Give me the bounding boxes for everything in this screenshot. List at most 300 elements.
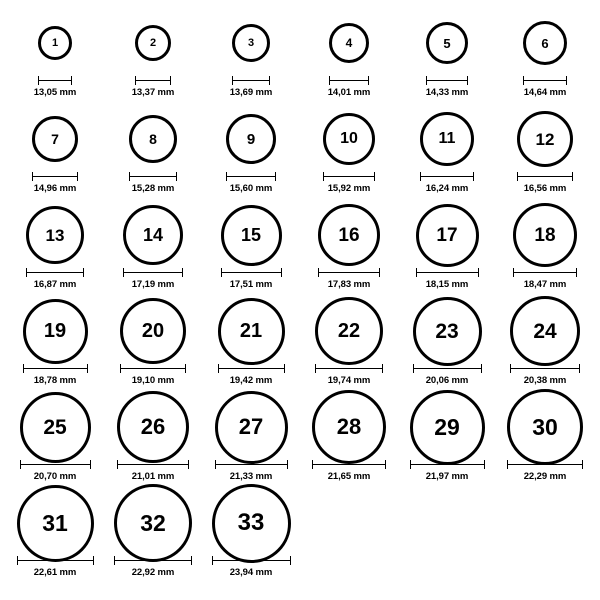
measure-cap-right <box>484 460 485 469</box>
measure-cap-left <box>513 268 514 277</box>
ring-circle-icon <box>114 484 192 562</box>
ring-size-cell <box>202 492 300 578</box>
diameter-value-label: 22,61 mm <box>33 567 77 578</box>
diameter-value-label: 19,42 mm <box>229 375 273 386</box>
diameter-value-label: 17,19 mm <box>131 279 175 290</box>
diameter-measure-line <box>38 76 72 85</box>
measure-cap-left <box>120 364 121 373</box>
measure-bar <box>38 80 72 81</box>
measure-cap-left <box>215 460 216 469</box>
ring-size-cell <box>104 492 202 578</box>
measure-bar <box>413 368 482 369</box>
diameter-value-label: 21,01 mm <box>131 471 175 482</box>
measure-cap-right <box>572 172 573 181</box>
measure-cap-right <box>379 268 380 277</box>
diameter-value-label: 13,05 mm <box>33 87 77 98</box>
measure-bar <box>232 80 270 81</box>
ring-circle-wrapper <box>23 300 88 362</box>
diameter-measure-line <box>413 364 482 373</box>
ring-size-label: 12 <box>535 129 555 149</box>
measure-cap-right <box>188 460 189 469</box>
measure-bar <box>212 560 291 561</box>
ring-size-cell <box>496 300 594 386</box>
measure-bar <box>218 368 285 369</box>
measure-cap-left <box>226 172 227 181</box>
diameter-value-label: 14,33 mm <box>425 87 469 98</box>
ring-circle-icon <box>221 205 282 266</box>
ring-circle-wrapper <box>114 492 192 554</box>
ring-size-cell <box>300 300 398 386</box>
diameter-value-label: 15,60 mm <box>229 183 273 194</box>
diameter-measure-line <box>410 460 485 469</box>
ring-circle-icon <box>507 389 583 465</box>
measure-bar <box>318 272 380 273</box>
measure-cap-left <box>32 172 33 181</box>
ring-circle-icon <box>329 23 369 63</box>
diameter-measure-line <box>17 556 94 565</box>
diameter-measure-line <box>123 268 183 277</box>
ring-circle-icon <box>117 391 189 463</box>
ring-circle-wrapper <box>123 204 183 266</box>
measure-cap-left <box>117 460 118 469</box>
ring-size-label: 14 <box>142 225 164 245</box>
diameter-value-label: 13,37 mm <box>131 87 175 98</box>
ring-circle-wrapper <box>226 108 276 170</box>
measure-cap-left <box>212 556 213 565</box>
ring-size-label: 29 <box>434 413 460 440</box>
ring-size-cell <box>202 300 300 386</box>
diameter-measure-line <box>117 460 189 469</box>
ring-circle-wrapper <box>215 396 288 458</box>
ring-circle-wrapper <box>221 204 282 266</box>
ring-size-cell <box>202 12 300 98</box>
measure-cap-right <box>566 76 567 85</box>
measure-cap-right <box>284 364 285 373</box>
measure-cap-right <box>374 172 375 181</box>
ring-size-label: 23 <box>435 319 459 343</box>
diameter-value-label: 16,24 mm <box>425 183 469 194</box>
diameter-value-label: 15,28 mm <box>131 183 175 194</box>
ring-circle-wrapper <box>17 492 94 554</box>
ring-size-label: 27 <box>238 414 264 439</box>
ring-size-cell <box>496 396 594 482</box>
ring-size-label: 25 <box>43 415 67 439</box>
measure-cap-right <box>287 460 288 469</box>
ring-size-cell <box>6 12 104 98</box>
ring-circle-icon <box>123 205 183 265</box>
ring-size-label: 30 <box>532 413 558 440</box>
ring-circle-wrapper <box>323 108 375 170</box>
ring-circle-icon <box>323 113 375 165</box>
diameter-value-label: 19,74 mm <box>327 375 371 386</box>
ring-circle-wrapper <box>117 396 189 458</box>
measure-bar <box>123 272 183 273</box>
ring-circle-icon <box>312 390 386 464</box>
measure-cap-right <box>481 364 482 373</box>
ring-size-label: 26 <box>140 414 166 439</box>
ring-circle-icon <box>413 297 482 366</box>
measure-cap-left <box>426 76 427 85</box>
ring-circle-icon <box>510 296 580 366</box>
diameter-value-label: 14,01 mm <box>327 87 371 98</box>
measure-cap-right <box>281 268 282 277</box>
measure-bar <box>323 176 375 177</box>
measure-cap-left <box>218 364 219 373</box>
ring-size-row <box>6 396 594 492</box>
ring-circle-icon <box>513 203 577 267</box>
ring-size-cell <box>104 108 202 194</box>
diameter-measure-line <box>416 268 479 277</box>
diameter-measure-line <box>221 268 282 277</box>
ring-circle-wrapper <box>410 396 485 458</box>
ring-size-label: 17 <box>436 224 458 246</box>
measure-bar <box>215 464 288 465</box>
measure-cap-left <box>420 172 421 181</box>
measure-cap-right <box>368 76 369 85</box>
measure-cap-right <box>582 460 583 469</box>
ring-size-cell <box>6 300 104 386</box>
ring-size-cell <box>202 204 300 290</box>
ring-circle-icon <box>17 485 94 562</box>
diameter-value-label: 14,64 mm <box>523 87 567 98</box>
measure-cap-right <box>269 76 270 85</box>
measure-cap-right <box>87 364 88 373</box>
ring-circle-icon <box>517 111 573 167</box>
diameter-value-label: 19,10 mm <box>131 375 175 386</box>
ring-size-label: 24 <box>533 319 557 343</box>
ring-circle-icon <box>32 116 78 162</box>
diameter-value-label: 21,33 mm <box>229 471 273 482</box>
diameter-measure-line <box>23 364 88 373</box>
measure-bar <box>410 464 485 465</box>
ring-circle-wrapper <box>510 300 580 362</box>
measure-cap-left <box>20 460 21 469</box>
ring-circle-wrapper <box>507 396 583 458</box>
diameter-measure-line <box>329 76 369 85</box>
diameter-value-label: 20,06 mm <box>425 375 469 386</box>
ring-size-label: 8 <box>149 131 157 147</box>
ring-circle-icon <box>129 115 177 163</box>
diameter-value-label: 17,83 mm <box>327 279 371 290</box>
ring-size-label: 10 <box>340 130 358 147</box>
diameter-value-label: 14,96 mm <box>33 183 77 194</box>
measure-cap-right <box>382 364 383 373</box>
measure-cap-right <box>170 76 171 85</box>
ring-size-cell <box>202 396 300 482</box>
measure-bar <box>312 464 386 465</box>
ring-size-cell <box>6 492 104 578</box>
ring-circle-wrapper <box>420 108 474 170</box>
ring-size-cell <box>104 396 202 482</box>
ring-size-cell <box>300 12 398 98</box>
ring-circle-icon <box>410 390 485 465</box>
measure-bar <box>420 176 474 177</box>
measure-cap-left <box>413 364 414 373</box>
ring-size-row <box>6 300 594 396</box>
measure-cap-right <box>290 556 291 565</box>
measure-cap-left <box>135 76 136 85</box>
ring-size-label: 19 <box>43 320 67 342</box>
diameter-value-label: 22,92 mm <box>131 567 175 578</box>
measure-cap-left <box>221 268 222 277</box>
measure-cap-right <box>275 172 276 181</box>
diameter-measure-line <box>212 556 291 565</box>
diameter-measure-line <box>513 268 577 277</box>
diameter-measure-line <box>215 460 288 469</box>
ring-circle-icon <box>426 22 468 64</box>
ring-size-cell <box>6 396 104 482</box>
measure-cap-right <box>579 364 580 373</box>
diameter-value-label: 13,69 mm <box>229 87 273 98</box>
ring-size-label: 21 <box>239 320 263 342</box>
measure-cap-right <box>385 460 386 469</box>
ring-size-cell <box>398 396 496 482</box>
ring-size-label: 33 <box>237 509 265 536</box>
diameter-measure-line <box>318 268 380 277</box>
ring-circle-wrapper <box>318 204 380 266</box>
measure-cap-right <box>467 76 468 85</box>
measure-cap-right <box>90 460 91 469</box>
ring-circle-wrapper <box>32 108 78 170</box>
diameter-value-label: 18,15 mm <box>425 279 469 290</box>
ring-size-cell <box>104 300 202 386</box>
diameter-measure-line <box>510 364 580 373</box>
ring-size-cell <box>496 204 594 290</box>
ring-size-cell <box>398 108 496 194</box>
ring-circle-wrapper <box>218 300 285 362</box>
measure-bar <box>114 560 192 561</box>
ring-circle-wrapper <box>329 12 369 74</box>
ring-size-row <box>6 12 594 108</box>
ring-circle-wrapper <box>26 204 84 266</box>
ring-size-cell <box>300 108 398 194</box>
measure-cap-right <box>93 556 94 565</box>
ring-circle-icon <box>215 391 288 464</box>
measure-cap-left <box>523 76 524 85</box>
ring-size-label: 32 <box>140 509 166 536</box>
ring-circle-wrapper <box>517 108 573 170</box>
ring-circle-icon <box>420 112 474 166</box>
diameter-value-label: 22,29 mm <box>523 471 567 482</box>
ring-circle-icon <box>416 204 479 267</box>
measure-bar <box>510 368 580 369</box>
measure-bar <box>17 560 94 561</box>
ring-size-cell <box>6 108 104 194</box>
diameter-measure-line <box>226 172 276 181</box>
measure-cap-left <box>517 172 518 181</box>
measure-cap-left <box>315 364 316 373</box>
ring-size-label: 16 <box>338 224 360 246</box>
measure-cap-right <box>185 364 186 373</box>
ring-circle-wrapper <box>513 204 577 266</box>
measure-bar <box>315 368 383 369</box>
measure-cap-right <box>576 268 577 277</box>
measure-bar <box>129 176 177 177</box>
measure-bar <box>20 464 91 465</box>
diameter-value-label: 21,97 mm <box>425 471 469 482</box>
diameter-measure-line <box>312 460 386 469</box>
ring-circle-wrapper <box>129 108 177 170</box>
measure-cap-left <box>129 172 130 181</box>
measure-bar <box>329 80 369 81</box>
ring-size-cell <box>398 204 496 290</box>
ring-size-label: 11 <box>438 130 456 147</box>
diameter-measure-line <box>26 268 84 277</box>
diameter-value-label: 20,38 mm <box>523 375 567 386</box>
ring-size-cell <box>300 204 398 290</box>
measure-bar <box>120 368 186 369</box>
ring-circle-icon <box>38 26 72 60</box>
ring-circle-icon <box>232 24 270 62</box>
ring-size-label: 4 <box>345 36 353 50</box>
measure-cap-left <box>323 172 324 181</box>
ring-size-cell <box>398 12 496 98</box>
measure-bar <box>117 464 189 465</box>
ring-circle-icon <box>318 204 380 266</box>
measure-bar <box>517 176 573 177</box>
diameter-value-label: 20,70 mm <box>33 471 77 482</box>
diameter-measure-line <box>426 76 468 85</box>
measure-bar <box>507 464 583 465</box>
measure-cap-left <box>329 76 330 85</box>
diameter-measure-line <box>20 460 91 469</box>
ring-size-cell <box>300 396 398 482</box>
ring-circle-icon <box>20 392 91 463</box>
measure-cap-left <box>114 556 115 565</box>
ring-size-label: 1 <box>51 36 59 49</box>
ring-size-label: 20 <box>141 320 165 342</box>
measure-cap-right <box>191 556 192 565</box>
ring-size-cell <box>496 108 594 194</box>
ring-size-label: 7 <box>51 131 59 147</box>
diameter-measure-line <box>523 76 567 85</box>
ring-size-cell <box>202 108 300 194</box>
diameter-measure-line <box>232 76 270 85</box>
ring-size-cell <box>6 204 104 290</box>
diameter-measure-line <box>114 556 192 565</box>
ring-size-label: 31 <box>42 509 68 536</box>
measure-cap-right <box>478 268 479 277</box>
measure-cap-right <box>71 76 72 85</box>
ring-size-label: 28 <box>336 414 362 439</box>
diameter-value-label: 17,51 mm <box>229 279 273 290</box>
measure-cap-left <box>510 364 511 373</box>
measure-cap-left <box>312 460 313 469</box>
measure-cap-left <box>232 76 233 85</box>
measure-cap-left <box>318 268 319 277</box>
measure-cap-left <box>26 268 27 277</box>
measure-bar <box>226 176 276 177</box>
ring-size-label: 2 <box>149 36 157 49</box>
measure-bar <box>426 80 468 81</box>
ring-size-label: 13 <box>45 225 65 245</box>
ring-size-label: 6 <box>541 35 549 51</box>
ring-circle-wrapper <box>315 300 383 362</box>
measure-bar <box>513 272 577 273</box>
measure-bar <box>221 272 282 273</box>
measure-bar <box>135 80 171 81</box>
ring-circle-wrapper <box>426 12 468 74</box>
diameter-value-label: 21,65 mm <box>327 471 371 482</box>
measure-cap-right <box>473 172 474 181</box>
diameter-measure-line <box>323 172 375 181</box>
measure-cap-left <box>23 364 24 373</box>
ring-size-label: 5 <box>443 35 451 51</box>
measure-bar <box>26 272 84 273</box>
diameter-value-label: 15,92 mm <box>327 183 371 194</box>
ring-size-label: 18 <box>534 224 556 246</box>
measure-cap-left <box>410 460 411 469</box>
ring-circle-wrapper <box>20 396 91 458</box>
ring-size-label: 9 <box>246 130 256 148</box>
ring-circle-icon <box>523 21 567 65</box>
measure-cap-right <box>83 268 84 277</box>
ring-circle-wrapper <box>312 396 386 458</box>
ring-circle-wrapper <box>212 492 291 554</box>
ring-size-label: 3 <box>247 36 255 49</box>
measure-cap-right <box>182 268 183 277</box>
diameter-measure-line <box>315 364 383 373</box>
measure-cap-left <box>17 556 18 565</box>
ring-size-row <box>6 492 594 588</box>
diameter-measure-line <box>420 172 474 181</box>
ring-circle-wrapper <box>135 12 171 74</box>
diameter-value-label: 16,87 mm <box>33 279 77 290</box>
measure-bar <box>32 176 78 177</box>
ring-circle-wrapper <box>232 12 270 74</box>
ring-size-label: 15 <box>240 225 262 245</box>
measure-bar <box>416 272 479 273</box>
measure-cap-right <box>176 172 177 181</box>
ring-circle-wrapper <box>416 204 479 266</box>
ring-circle-wrapper <box>120 300 186 362</box>
measure-bar <box>23 368 88 369</box>
diameter-measure-line <box>32 172 78 181</box>
measure-cap-left <box>507 460 508 469</box>
diameter-measure-line <box>218 364 285 373</box>
diameter-value-label: 18,47 mm <box>523 279 567 290</box>
ring-circle-icon <box>212 484 291 563</box>
ring-circle-icon <box>135 25 171 61</box>
diameter-measure-line <box>129 172 177 181</box>
measure-cap-left <box>38 76 39 85</box>
ring-size-row <box>6 108 594 204</box>
measure-cap-left <box>416 268 417 277</box>
ring-circle-wrapper <box>523 12 567 74</box>
ring-size-cell <box>104 12 202 98</box>
ring-size-cell <box>398 300 496 386</box>
ring-circle-icon <box>26 206 84 264</box>
diameter-value-label: 18,78 mm <box>33 375 77 386</box>
ring-size-label: 22 <box>337 320 361 342</box>
diameter-measure-line <box>507 460 583 469</box>
diameter-measure-line <box>120 364 186 373</box>
ring-circle-icon <box>226 114 276 164</box>
measure-cap-left <box>123 268 124 277</box>
ring-circle-icon <box>315 297 383 365</box>
ring-circle-icon <box>120 298 186 364</box>
ring-size-row <box>6 204 594 300</box>
ring-size-cell <box>496 12 594 98</box>
measure-bar <box>523 80 567 81</box>
diameter-value-label: 23,94 mm <box>229 567 273 578</box>
diameter-measure-line <box>135 76 171 85</box>
ring-circle-wrapper <box>413 300 482 362</box>
ring-circle-icon <box>23 299 88 364</box>
measure-cap-right <box>77 172 78 181</box>
ring-size-cell <box>104 204 202 290</box>
diameter-value-label: 16,56 mm <box>523 183 567 194</box>
